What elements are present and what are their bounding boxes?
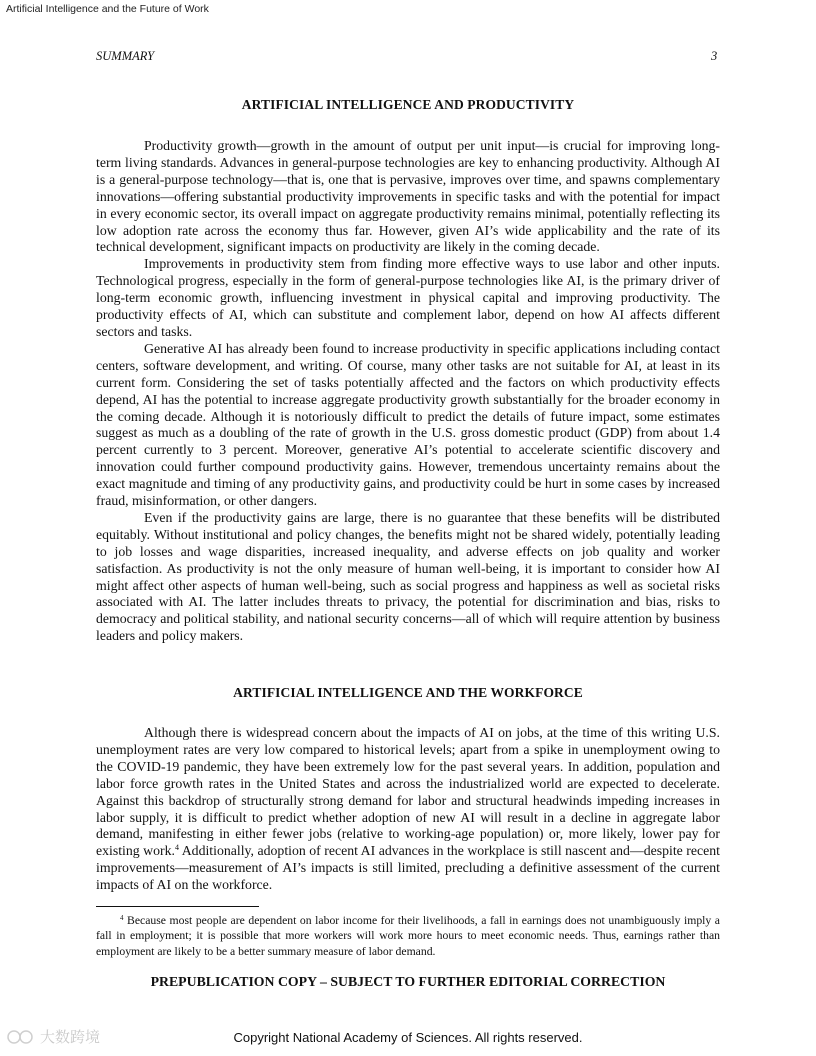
footnote-body: Because most people are dependent on labor income for their livelihoods, a fall in earnings does not unambiguously imply a fall in employment; it is possible that more workers will work more hours to meet economic needs. Thus, earnings rather than employment are likely to be a better summary measure of labor demand. <box>96 914 720 958</box>
footnote-text <box>96 913 720 959</box>
paragraph-text: Additionally, adoption of recent AI advances in the workplace is still nascent and—despite recent improvements—measurement of AI’s impacts is still limited, precluding a definitive assessment of the current impacts of AI on the workforce. <box>96 843 720 893</box>
footnote-divider <box>96 906 259 907</box>
document-title: Artificial Intelligence and the Future of Work <box>6 3 209 15</box>
paragraph: Generative AI has already been found to increase productivity in specific applications including contact centers, software development, and writing. Of course, many other tasks are not suitable for AI, at least in its current form. Considering the set of tasks potentially affected and the factors on which productivity effects depend, AI has the potential to increase aggregate productivity growth substantially for the broader economy in the coming decade. Although it is notoriously difficult to predict the details of future impact, some estimates suggest as much as a doubling of the rate of growth in the U.S. gross domestic product (GDP) from about 1.4 percent currently to 3 percent. Moreover, generative AI’s potential to accelerate scientific discovery and innovation could further compound productivity gains. However, tremendous uncertainty remains about the exact magnitude and timing of any productivity gains, and productivity could be hurt in some cases by increased fraud, misinformation, or other dangers. <box>96 340 720 509</box>
section-body-workforce <box>96 725 720 894</box>
copyright-notice: Copyright National Academy of Sciences. All rights reserved. <box>233 1030 583 1045</box>
page-number: 3 <box>711 49 718 63</box>
section-heading-workforce: ARTIFICIAL INTELLIGENCE AND THE WORKFORCE <box>233 685 583 700</box>
footnote <box>96 913 720 959</box>
section-heading-productivity: ARTIFICIAL INTELLIGENCE AND PRODUCTIVITY <box>241 97 575 112</box>
footnote-number: 4 <box>120 914 124 922</box>
prepublication-notice: PREPUBLICATION COPY – SUBJECT TO FURTHER EDITORIAL CORRECTION <box>150 974 666 989</box>
paragraph-text: Although there is widespread concern about the impacts of AI on jobs, at the time of this writing U.S. unemployment rates are very low compared to historical levels; apart from a spike in unemployment owing to the COVID-19 pandemic, they have been extremely low for the past several years. In addition, population and labor force growth rates in the United States and across the industrialized world are expected to decelerate. Against this backdrop of structurally strong demand for labor and structural headwinds impeding increases in labor supply, it is difficult to predict whether adoption of new AI will result in a decline in aggregate labor demand, manifesting in either fewer jobs (relative to working-age population) or, more likely, lower pay for existing work. <box>96 725 720 859</box>
paragraph: Even if the productivity gains are large, there is no guarantee that these benefits will be distributed equitably. Without institutional and policy changes, the benefits might not be shared widely, potentially leading to job losses and wage disparities, increased inequality, and adverse effects on job quality and worker satisfaction. As productivity is not the only measure of human well-being, it is important to consider how AI might affect other aspects of human well-being, such as social progress and happiness as well as societal risks associated with AI. The latter includes threats to privacy, the potential for discrimination and bias, risks to democracy and political stability, and national security concerns—all of which will require attention by business leaders and policy makers. <box>96 509 720 644</box>
footnote-reference[interactable]: 4 <box>174 843 179 853</box>
paragraph: Productivity growth—growth in the amount of output per unit input—is crucial for improving long-term living standards. Advances in general-purpose technologies are key to enhancing productivity. Although AI is a general-purpose technology—that is, one that is pervasive, improves over time, and spawns complementary innovations—offering substantial productivity improvements in specific tasks and with the potential for impact in every economic sector, its overall impact on aggregate productivity remains minimal, potentially reflecting its low adoption rate across the economy thus far. However, given AI’s wide applicability and the rate of its technical development, significant impacts on productivity are likely in the coming decade. <box>96 138 720 255</box>
watermark-text: 大数跨境 <box>40 1028 101 1046</box>
paragraph <box>96 725 720 894</box>
paragraph: Improvements in productivity stem from finding more effective ways to use labor and other inputs. Technological progress, especially in the form of general-purpose technologies like AI, is the primary driver of long-term economic growth, influencing investment in physical capital and improving productivity. The productivity effects of AI, which can substitute and complement labor, depend on how AI affects different sectors and tasks. <box>96 256 720 339</box>
running-head: SUMMARY <box>96 49 155 63</box>
section-body-productivity <box>96 138 720 645</box>
